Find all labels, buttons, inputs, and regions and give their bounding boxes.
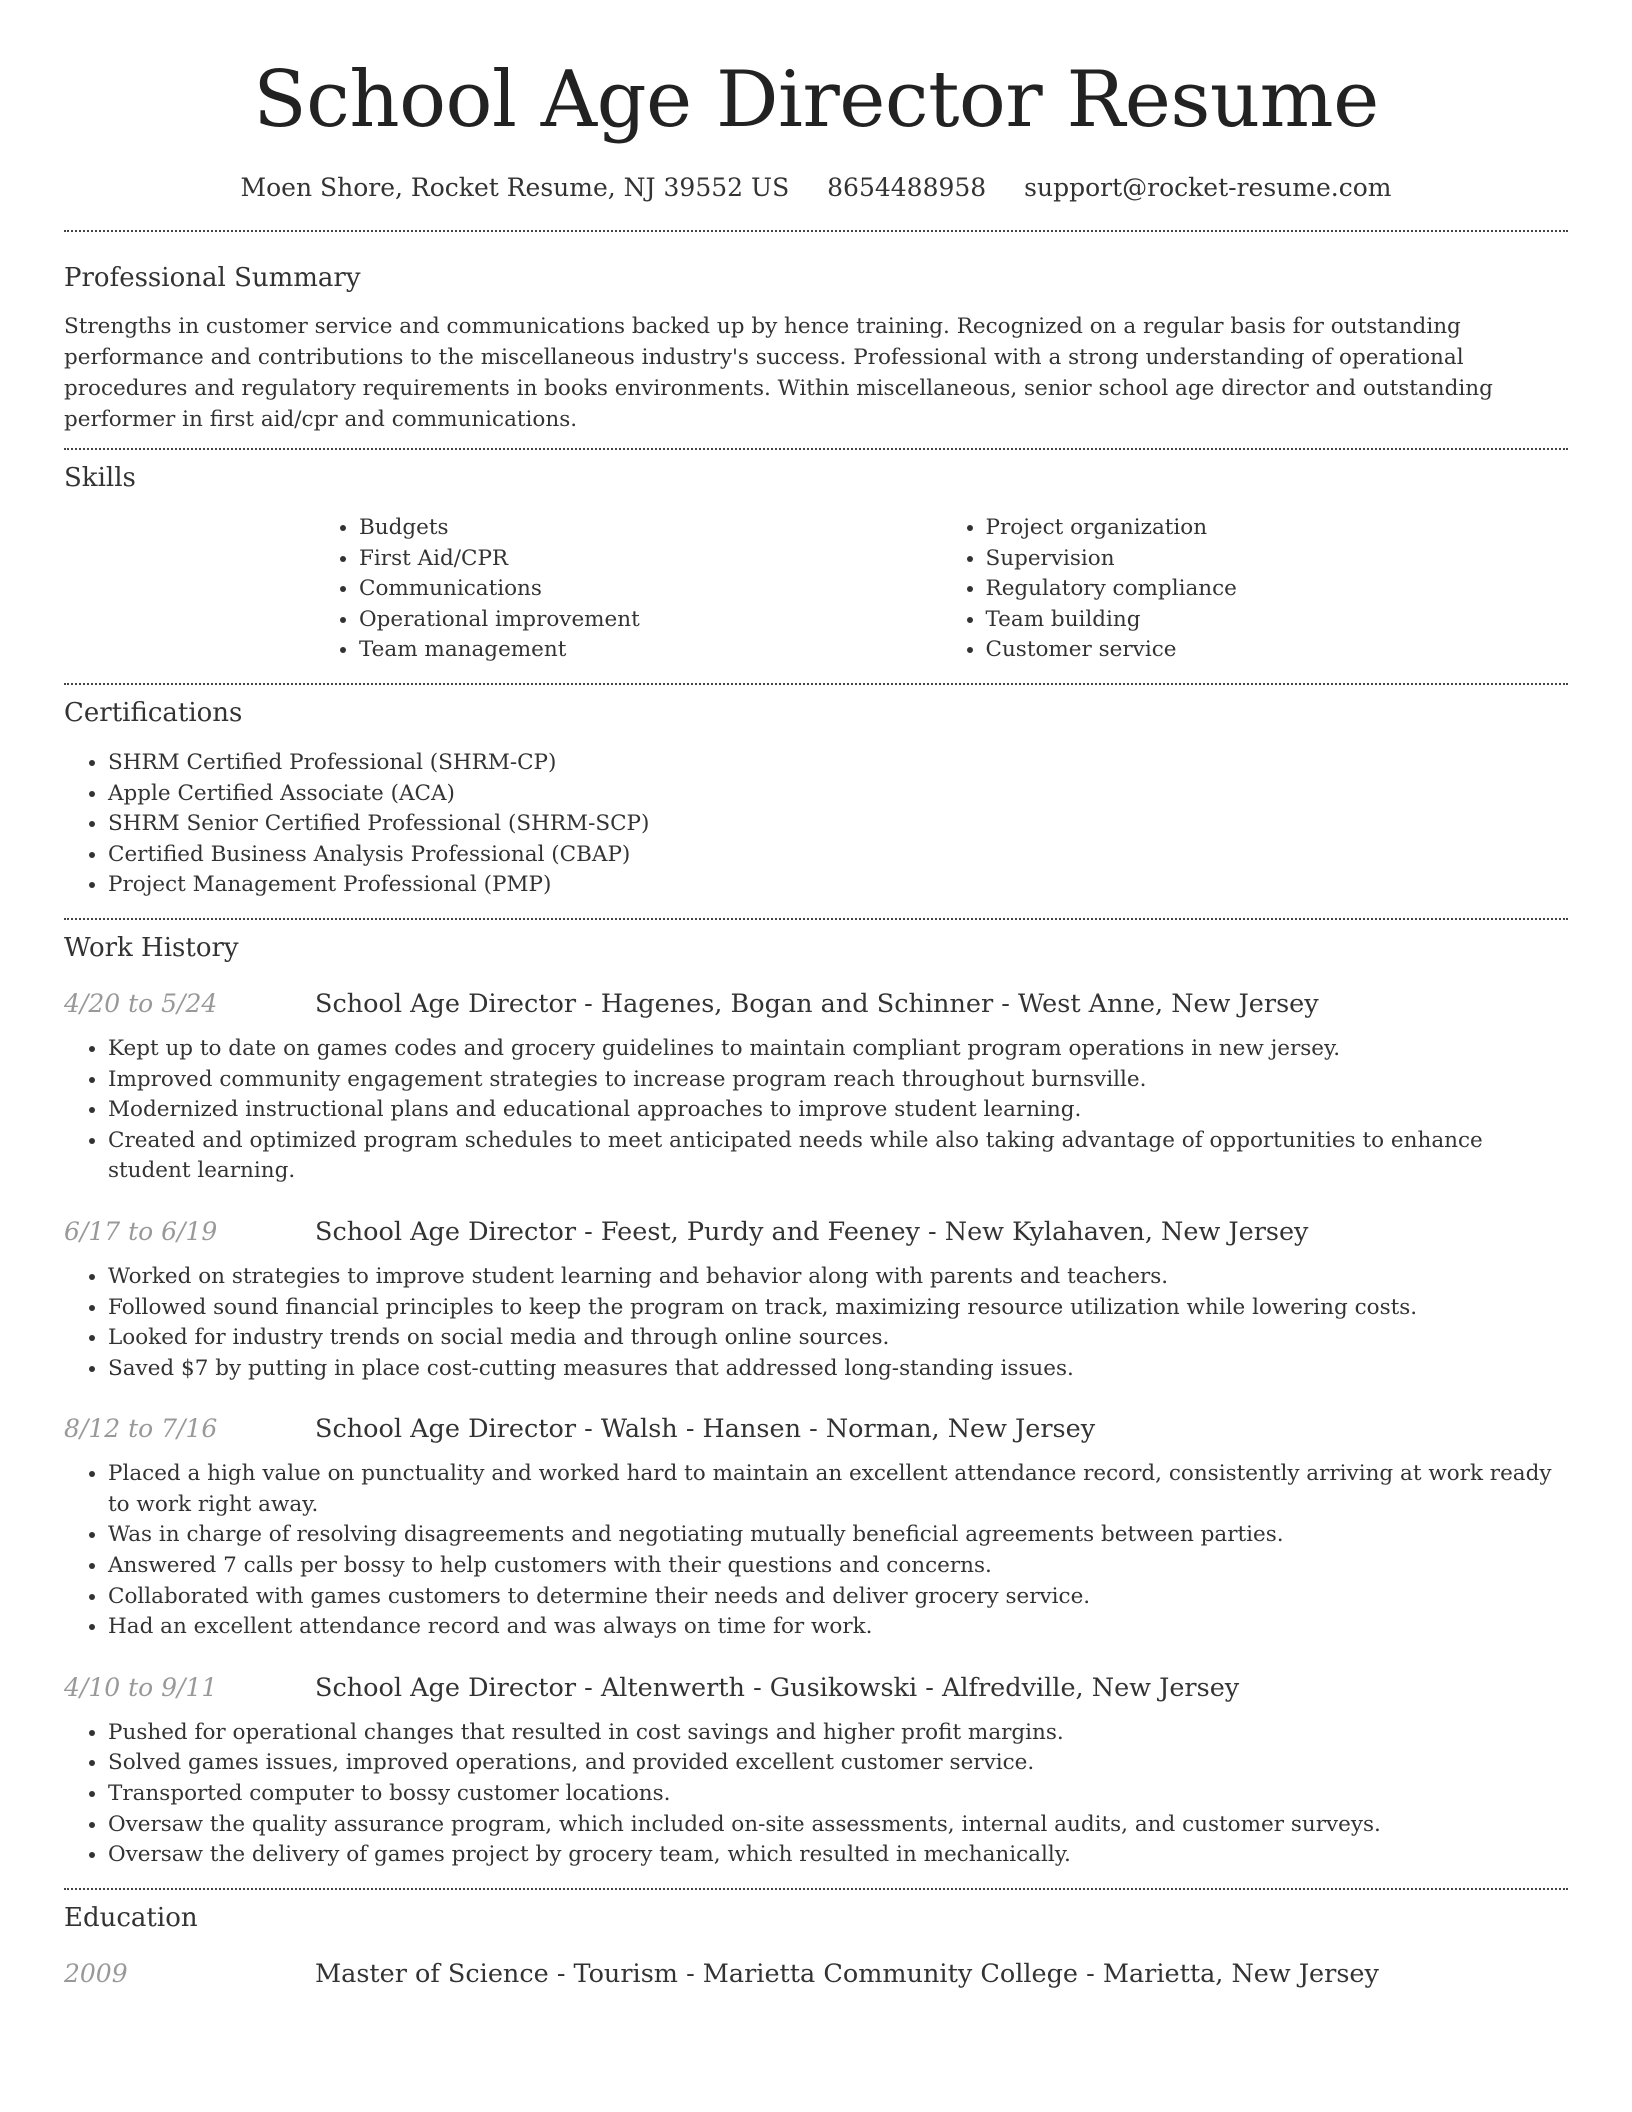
section-title-summary: Professional Summary bbox=[64, 263, 361, 293]
job-bullet: • Transported computer to bossy customer locations. bbox=[108, 1779, 1568, 1810]
certification-item: • Certified Business Analysis Professional (CBAP) bbox=[108, 840, 1568, 871]
skills-list-left bbox=[315, 513, 942, 666]
work-history-section bbox=[64, 920, 1568, 1871]
job-role: School Age Director - Altenwerth - Gusikowski - Alfredville, New Jersey bbox=[315, 1672, 1240, 1703]
section-title-skills: Skills bbox=[64, 463, 136, 493]
job-bullets bbox=[64, 1459, 1568, 1643]
education-header bbox=[64, 1957, 1568, 1991]
resume-header bbox=[64, 0, 1568, 204]
job-dates: 4/20 to 5/24 bbox=[64, 988, 218, 1018]
job-bullet: • Was in charge of resolving disagreements and negotiating mutually beneficial agreements between parties. bbox=[108, 1520, 1568, 1551]
certification-item: • SHRM Certified Professional (SHRM-CP) bbox=[108, 748, 1568, 779]
skill-item: • Communications bbox=[359, 574, 942, 605]
job-entry bbox=[64, 1671, 1568, 1871]
job-bullet: • Worked on strategies to improve student learning and behavior along with parents and teachers. bbox=[108, 1262, 1568, 1293]
job-bullet: • Kept up to date on games codes and grocery guidelines to maintain compliant program operations in new jersey. bbox=[108, 1034, 1568, 1065]
contact-address: Moen Shore, Rocket Resume, NJ 39552 US bbox=[240, 173, 790, 202]
contact-line bbox=[64, 172, 1568, 204]
skill-item: • Supervision bbox=[986, 544, 1569, 575]
skill-item: • Team management bbox=[359, 635, 942, 666]
job-bullet: • Saved $7 by putting in place cost-cutting measures that addressed long-standing issues. bbox=[108, 1354, 1568, 1385]
job-bullet: • Solved games issues, improved operations, and provided excellent customer service. bbox=[108, 1748, 1568, 1779]
job-role: School Age Director - Hagenes, Bogan and Schinner - West Anne, New Jersey bbox=[315, 988, 1319, 1019]
job-header bbox=[64, 1215, 1568, 1249]
job-dates: 8/12 to 7/16 bbox=[64, 1414, 218, 1444]
section-title-work-history: Work History bbox=[64, 932, 239, 963]
job-bullets bbox=[64, 1262, 1568, 1384]
job-bullet: • Pushed for operational changes that resulted in cost savings and higher profit margins. bbox=[108, 1718, 1568, 1749]
job-bullet: • Followed sound financial principles to keep the program on track, maximizing resource utilization while lowering costs. bbox=[108, 1293, 1568, 1324]
certifications-section bbox=[64, 685, 1568, 901]
job-bullet: • Looked for industry trends on social media and through online sources. bbox=[108, 1323, 1568, 1354]
job-bullet: • Created and optimized program schedules to meet anticipated needs while also taking advantage of opportunities to enhance student learning. bbox=[108, 1126, 1568, 1187]
job-bullet: • Placed a high value on punctuality and worked hard to maintain an excellent attendance record, consistently arriving at work ready to work right away. bbox=[108, 1459, 1568, 1520]
job-bullet: • Had an excellent attendance record and was always on time for work. bbox=[108, 1612, 1568, 1643]
job-bullets bbox=[64, 1718, 1568, 1871]
education-entry bbox=[64, 1957, 1568, 1991]
education-section bbox=[64, 1890, 1568, 1991]
job-header bbox=[64, 987, 1568, 1021]
skills-list-right bbox=[942, 513, 1569, 666]
job-header bbox=[64, 1412, 1568, 1446]
job-bullet: • Modernized instructional plans and educational approaches to improve student learning. bbox=[108, 1095, 1568, 1126]
job-entry bbox=[64, 987, 1568, 1187]
skill-item: • Project organization bbox=[986, 513, 1569, 544]
certifications-list bbox=[64, 748, 1568, 901]
skill-item: • Operational improvement bbox=[359, 605, 942, 636]
certification-item: • Apple Certified Associate (ACA) bbox=[108, 779, 1568, 810]
contact-email: support@rocket-resume.com bbox=[1024, 173, 1392, 202]
contact-phone: 8654488958 bbox=[827, 173, 987, 202]
job-bullets bbox=[64, 1034, 1568, 1187]
skill-item: • First Aid/CPR bbox=[359, 544, 942, 575]
section-title-education: Education bbox=[64, 1902, 198, 1933]
job-dates: 4/10 to 9/11 bbox=[64, 1672, 218, 1702]
job-bullet: • Oversaw the delivery of games project by grocery team, which resulted in mechanically. bbox=[108, 1840, 1568, 1871]
skill-item: • Budgets bbox=[359, 513, 942, 544]
job-bullet: • Answered 7 calls per bossy to help customers with their questions and concerns. bbox=[108, 1551, 1568, 1582]
job-entry bbox=[64, 1412, 1568, 1643]
skill-item: • Regulatory compliance bbox=[986, 574, 1569, 605]
job-entry bbox=[64, 1215, 1568, 1384]
skill-item: • Team building bbox=[986, 605, 1569, 636]
skills-columns bbox=[315, 513, 1568, 666]
job-role: School Age Director - Walsh - Hansen - Norman, New Jersey bbox=[315, 1414, 1096, 1445]
summary-section bbox=[64, 232, 1568, 435]
job-role: School Age Director - Feest, Purdy and Feeney - New Kylahaven, New Jersey bbox=[315, 1216, 1309, 1247]
certification-item: • SHRM Senior Certified Professional (SHRM-SCP) bbox=[108, 809, 1568, 840]
education-year: 2009 bbox=[64, 1958, 128, 1988]
resume-title: School Age Director Resume bbox=[253, 55, 1379, 145]
education-degree: Master of Science - Tourism - Marietta Community College - Marietta, New Jersey bbox=[315, 1958, 1379, 1989]
job-bullet: • Collaborated with games customers to determine their needs and deliver grocery service. bbox=[108, 1582, 1568, 1613]
summary-text: Strengths in customer service and communications backed up by hence training. Recognized on a regular basis for outstanding performance and contributions to the miscellaneous industry's success. Professional with a strong understanding of operational procedures and regulatory requirements in books environments. Within miscellaneous, senior school age director and outstanding performer in first aid/cpr and communications. bbox=[64, 314, 1493, 432]
certification-item: • Project Management Professional (PMP) bbox=[108, 870, 1568, 901]
job-dates: 6/17 to 6/19 bbox=[64, 1216, 218, 1246]
job-bullet: • Oversaw the quality assurance program, which included on-site assessments, internal audits, and customer surveys. bbox=[108, 1810, 1568, 1841]
job-bullet: • Improved community engagement strategies to increase program reach throughout burnsville. bbox=[108, 1065, 1568, 1096]
section-title-certifications: Certifications bbox=[64, 697, 243, 728]
skills-section bbox=[64, 450, 1568, 666]
skill-item: • Customer service bbox=[986, 635, 1569, 666]
job-header bbox=[64, 1671, 1568, 1705]
